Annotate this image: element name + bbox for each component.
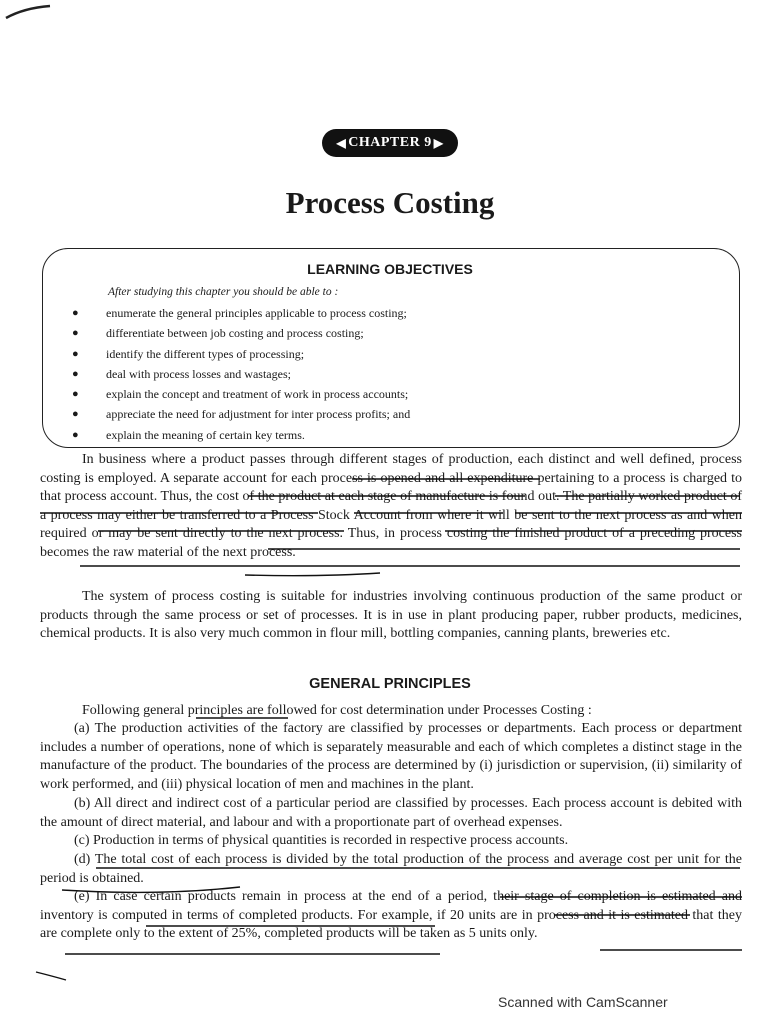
principle-item-e: (e) In case certain products remain in process at the end of a period, their stage of completion is estimated and inventory is computed in terms of completed products. For example, if 20 units are in process and it is estimated that they are complete only to the extent of 25%, completed products will be taken as 5 units only. (40, 889, 742, 942)
page-title: Process Costing (285, 185, 495, 220)
right-arrow-icon: ▶ (433, 135, 444, 150)
chapter-label: CHAPTER 9 (348, 135, 432, 150)
learning-objectives-intro: After studying this chapter you should be able to : (108, 286, 339, 298)
learning-objectives-heading: LEARNING OBJECTIVES (307, 261, 473, 277)
objective-item: ● enumerate the general principles applicable to process costing; (72, 303, 410, 323)
objective-item: ● deal with process losses and wastages; (72, 364, 410, 384)
objective-item: ● appreciate the need for adjustment for inter process profits; and (72, 404, 410, 424)
objective-item: ● differentiate between job costing and process costing; (72, 323, 410, 343)
pen-stroke-mark (4, 4, 64, 24)
scanner-watermark: Scanned with CamScanner (498, 994, 668, 1010)
bullet-icon: ● (72, 367, 79, 380)
objective-item: ● identify the different types of processing; (72, 344, 410, 364)
objective-item: ● explain the concept and treatment of work in process accounts; (72, 384, 410, 404)
general-principles-lead: Following general principles are followed for cost determination under Processes Costing : (82, 703, 592, 718)
intro-paragraph-2: The system of process costing is suitable for industries involving continuous production of the same product or products through the same process or set of processes. It is in use in plant producing paper, rubber products, medicines, chemical products. It is also very much common in flour mill, bottling companies, canning plants, breweries etc. (40, 589, 742, 642)
chapter-badge (322, 129, 458, 157)
bullet-icon: ● (72, 327, 79, 340)
principle-item-d: (d) The total cost of each process is divided by the total production of the process and average cost per unit for the period is obtained. (40, 852, 742, 886)
left-arrow-icon: ◀ (336, 135, 347, 150)
bullet-icon: ● (72, 388, 79, 401)
objective-item: ● explain the meaning of certain key terms. (72, 425, 410, 445)
intro-paragraph-1: In business where a product passes through different stages of production, each distinct and well defined, process costing is employed. A separate account for each process is opened and all expenditure pertaining to a process is charged to that process account. Thus, the cost of the product at each stage of manufacture is found out. The partially worked product of a process may either be transferred to a Process Stock Account from where it will be sent to the next process as and when required or may be sent directly to the next process. Thus, in process costing the finished product of a preceding process becomes the raw material of the next process. (40, 452, 742, 560)
bullet-icon: ● (72, 307, 79, 319)
bullet-icon: ● (72, 347, 79, 360)
bullet-icon: ● (72, 408, 79, 421)
bullet-icon: ● (72, 428, 79, 441)
principle-item-a: (a) The production activities of the factory are classified by processes or departments. Each process or department includes a number of operations, none of which is separately measurable and each of which completes a distinct stage in the manufacture of the product. The boundaries of the process are determined by (i) jurisdiction or supervision, (ii) similarity of work performed, and (iii) physical location of men and machines in the plant. (40, 721, 742, 792)
learning-objectives-list (72, 303, 410, 445)
principle-item-b: (b) All direct and indirect cost of a particular period are classified by processes. Each process account is debited with the amount of direct material, and labour and with a proportionate part of overhead expenses. (40, 796, 742, 830)
general-principles-heading: GENERAL PRINCIPLES (309, 676, 471, 692)
principle-item-c: (c) Production in terms of physical quantities is recorded in respective process accounts. (74, 833, 569, 848)
